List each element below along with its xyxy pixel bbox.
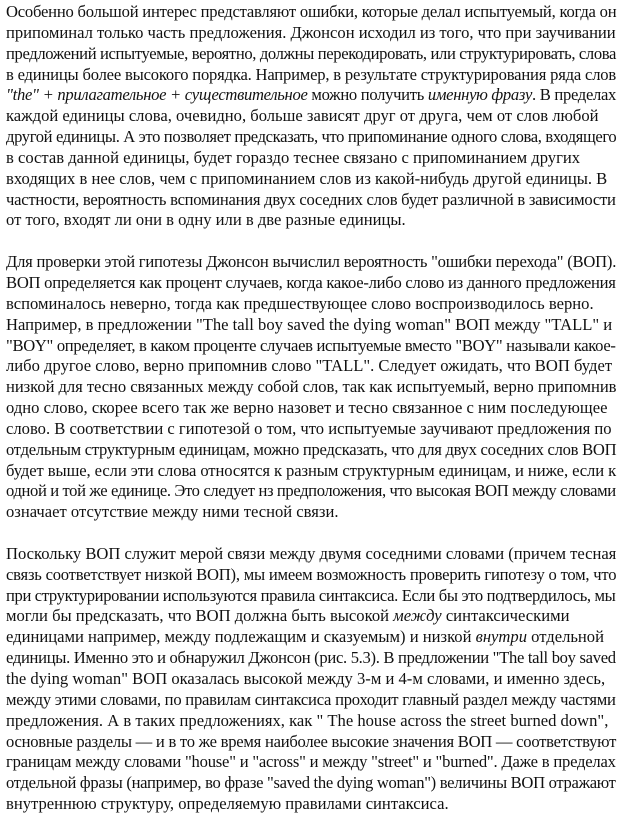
text-line <box>6 544 616 565</box>
text-line <box>6 336 616 357</box>
text-line <box>6 627 616 648</box>
text-segment: отдельной фразы (например, во фразе "saved the dying woman") величины ВОП отражают <box>6 773 616 793</box>
text-segment: между этими словами, по правилам синтаксиса проходит главный раздел между частями <box>6 689 616 709</box>
text-segment: в состав данной единицы, будет гораздо теснее связано с припоминанием других <box>6 147 581 167</box>
text-segment: Для проверки этой гипотезы Джонсон вычислил вероятность "ошибки перехода" (ВОП). <box>6 252 617 272</box>
text-line <box>6 85 616 106</box>
text-segment: Особенно большой интерес представляют ошибки, которые делал испытуемый, когда он <box>6 2 617 21</box>
text-line <box>6 773 616 794</box>
text-line <box>6 294 616 315</box>
text-segment: . В пределах <box>532 85 617 105</box>
text-segment: предложения. А в таких предложениях, как " The house across the street burned down", <box>6 710 609 730</box>
text-segment: "BOY" определяет, в каком проценте случаев испытуемые вместо "BOY" называли какое- <box>6 335 616 355</box>
text-line <box>6 565 616 586</box>
text-segment: при структурировании используются правила синтаксиса. Если бы это подтвердилось, мы <box>6 585 616 605</box>
text-line <box>6 252 616 273</box>
text-line <box>6 419 616 440</box>
italic-term: между <box>393 606 442 626</box>
text-segment: отдельной <box>527 627 604 647</box>
paragraph-syntax-rules <box>6 544 616 815</box>
text-segment: единицами например, между подлежащим и сказуемым) и низкой <box>6 627 476 647</box>
text-line <box>6 586 616 607</box>
italic-term: внутри <box>475 627 528 647</box>
text-segment: можно получить <box>307 85 428 105</box>
text-segment: другой единицы. А это позволяет предсказать, что припоминание одного слова, входящего <box>6 127 617 147</box>
text-segment: слово. В соответствии с гипотезой о том, что испытуемые заучивают предложения по <box>6 418 612 438</box>
text-line <box>6 23 616 44</box>
text-segment: предложений испытуемые, вероятно, должны перекодировать, или структурировать, слова <box>6 43 617 63</box>
text-segment: вспоминалось неверно, тогда как предшествующее слово воспроизводилось верно. <box>6 293 594 313</box>
text-line <box>6 669 616 690</box>
text-line <box>6 711 616 732</box>
text-line <box>6 690 616 711</box>
text-segment: в единицы более высокого порядка. Например, в результате структурирования ряда слов <box>6 64 617 84</box>
text-line <box>6 148 616 169</box>
text-line <box>6 210 616 231</box>
text-line <box>6 461 616 482</box>
text-line <box>6 2 616 23</box>
text-segment: входящих в нее слов, чем с припоминанием слов из какой-нибудь другой единицы. В <box>6 168 608 188</box>
text-segment: внутреннюю структуру, определяемую правилами синтаксиса. <box>6 794 449 814</box>
italic-term: "the" + прилагательное + существительное <box>6 85 308 105</box>
paragraph-intro <box>6 2 616 231</box>
text-line <box>6 356 616 377</box>
text-segment: Поскольку ВОП служит мерой связи между двумя соседними словами (причем тесная <box>6 543 617 563</box>
italic-term: именную фразу <box>427 85 533 105</box>
text-segment: единицы. Именно это и обнаружил Джонсон (рис. 5.3). В предложении "The tall boy saved <box>6 648 616 668</box>
text-segment: Например, в предложении "The tall boy saved the dying woman" ВОП между "TALL" и <box>6 314 613 334</box>
text-line <box>6 273 616 294</box>
text-line <box>6 377 616 398</box>
text-line <box>6 106 616 127</box>
text-line <box>6 398 616 419</box>
text-segment: могли бы предсказать, что ВОП должна быть высокой <box>6 606 394 626</box>
text-segment: низкой для тесно связанных между собой слов, так как испытуемый, верно припомнив <box>6 377 617 397</box>
text-segment: ВОП определяется как процент случаев, когда какое-либо слово из данного предложения <box>6 272 616 292</box>
text-line <box>6 732 616 753</box>
text-line <box>6 65 616 86</box>
text-line <box>6 752 616 773</box>
text-line <box>6 606 616 627</box>
text-segment: либо другое слово, верно припомнив слово "TALL". Следует ожидать, что ВОП будет <box>6 356 613 376</box>
text-line <box>6 315 616 336</box>
text-line <box>6 794 616 815</box>
text-segment: одно слово, скорее всего так же верно назовет и тесно связанное с ним последующее <box>6 398 608 418</box>
text-line <box>6 481 616 502</box>
text-line <box>6 648 616 669</box>
text-segment: связь соответствует низкой ВОП), мы имеем возможность проверить гипотезу о том, что <box>6 564 617 584</box>
text-line <box>6 440 616 461</box>
text-segment: припоминал только часть предложения. Джонсон исходил из того, что при заучивании <box>6 22 616 42</box>
paragraph-transition-error <box>6 252 616 523</box>
text-segment: отдельным структурным единицам, можно предсказать, что для двух соседних слов ВОП <box>6 439 617 459</box>
text-line <box>6 502 616 523</box>
text-segment: каждой единицы слова, очевидно, больше зависят друг от друга, чем от слов любой <box>6 106 599 126</box>
text-line <box>6 190 616 211</box>
text-segment: одной и той же единице. Это следует нз предположения, что высокая ВОП между словами <box>6 481 616 501</box>
text-segment: частности, вероятность вспоминания двух соседних слов будет различной в зависимости <box>6 189 616 209</box>
text-segment: от того, входят ли они в одну или в две разные единицы. <box>6 210 406 230</box>
text-segment: границам между словами "house" и "across" и между "street" и "burned". Даже в пределах <box>6 752 616 772</box>
text-line <box>6 44 616 65</box>
text-segment: будет выше, если эти слова относятся к разным структурным единицам, и ниже, если к <box>6 460 617 480</box>
text-line <box>6 127 616 148</box>
text-segment: означает отсутствие между ними тесной связи. <box>6 502 339 522</box>
text-segment: the dying woman" ВОП оказалась высокой между 3-м и 4-м словами, и именно здесь, <box>6 669 606 688</box>
text-line <box>6 169 616 190</box>
text-segment: основные разделы — и в то же время наиболее высокие значения ВОП — соответствуют <box>6 731 617 751</box>
text-segment: синтаксическими <box>441 606 570 626</box>
